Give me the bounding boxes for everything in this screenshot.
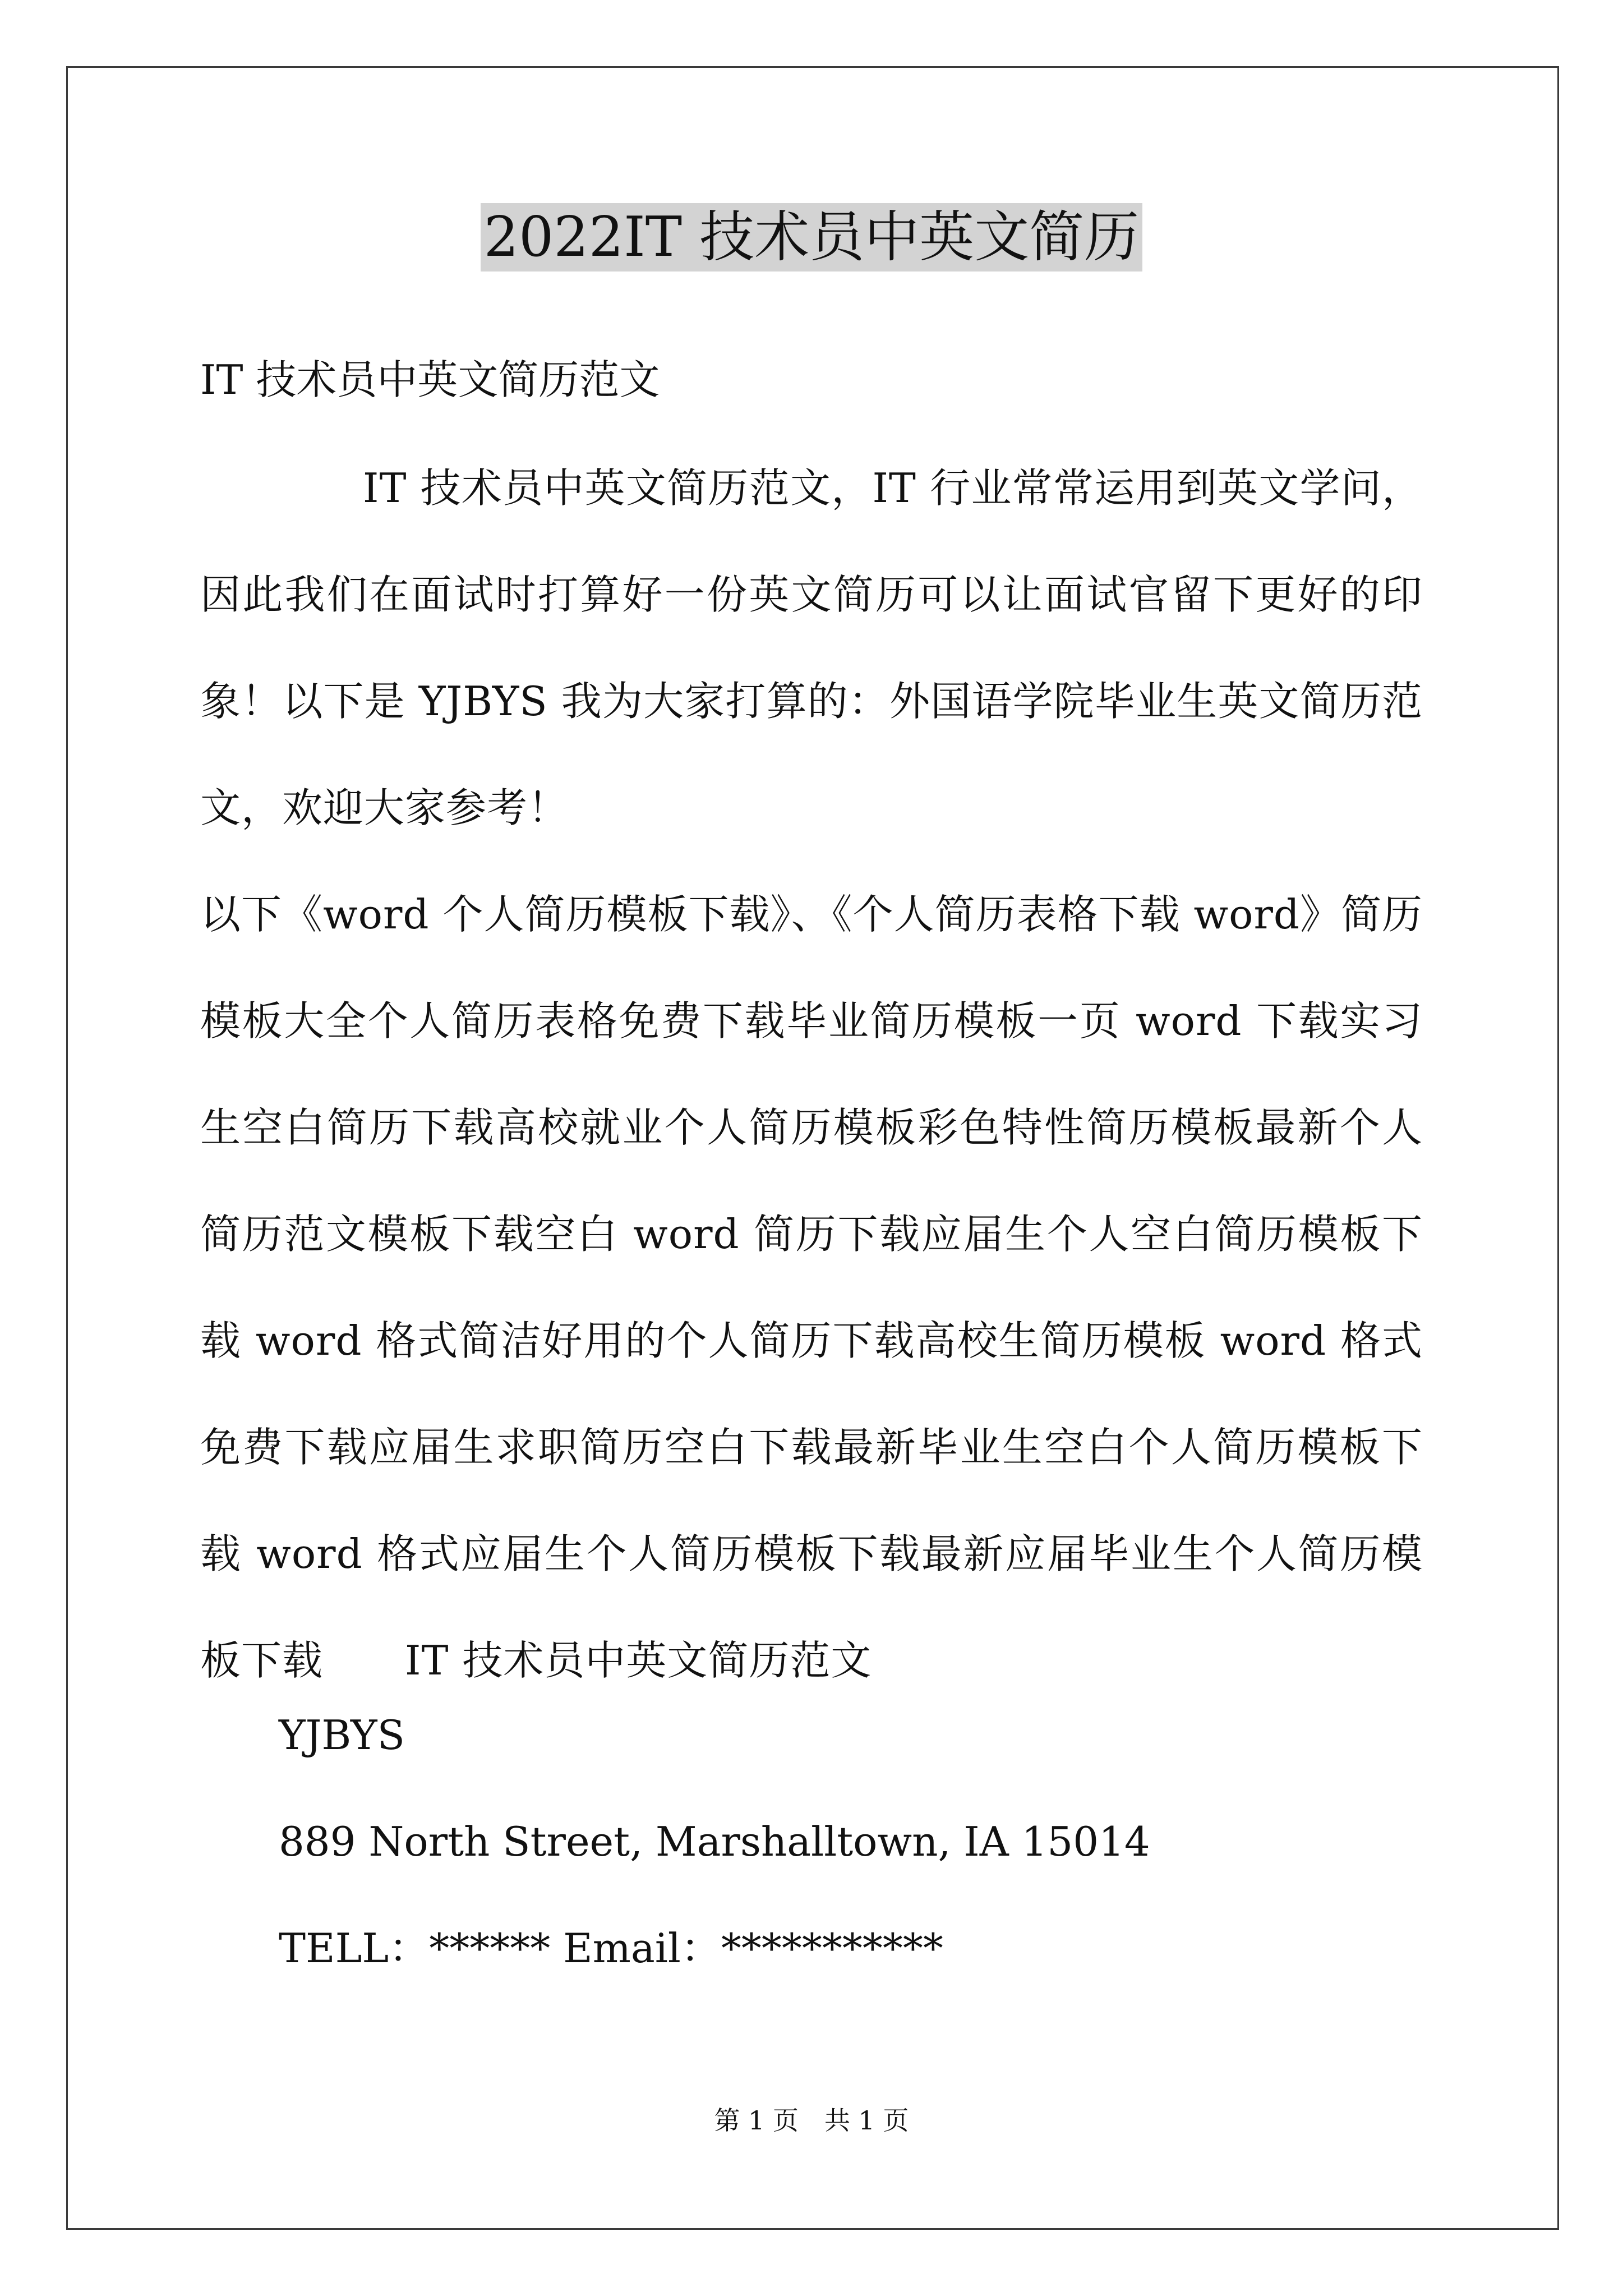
- page-number-footer: 第 1 页 共 1 页: [714, 2105, 909, 2136]
- document-title: [0, 201, 1623, 274]
- document-subtitle: IT 技术员中英文简历范文: [200, 356, 660, 403]
- contact-name: YJBYS: [279, 1711, 405, 1759]
- contact-address: 889 North Street, Marshalltown, IA 15014: [279, 1818, 1150, 1865]
- contact-phone-email: TELL：****** Email：***********: [279, 1925, 943, 1972]
- intro-paragraph: IT 技术员中英文简历范文，IT 行业常常运用到英文学问，因此我们在面试时打算好一份英文简历可以让面试官留下更好的印象！以下是 YJBYS 我为大家打算的：外国语学院毕业生英文简历范文，欢迎大家参考！: [200, 464, 1423, 831]
- template-links-paragraph: 以下《word 个人简历模板下载》、《个人简历表格下载 word》简历模板大全个人简历表格免费下载毕业简历模板一页 word 下载实习生空白简历下载高校就业个人简历模板彩色特性简历模板最新个人简历范文模板下载空白 word 简历下载应届生个人空白简历模板下载 word 格式简洁好用的个人简历下载高校生简历模板 word 格式免费下载应届生求职简历空白下载最新毕业生空白个人简历模板下载 word 格式应届生个人简历模板下载最新应届毕业生个人简历模板下载 IT 技术员中英文简历范文: [200, 891, 1423, 1684]
- document-title-text: 2022IT 技术员中英文简历: [481, 203, 1143, 272]
